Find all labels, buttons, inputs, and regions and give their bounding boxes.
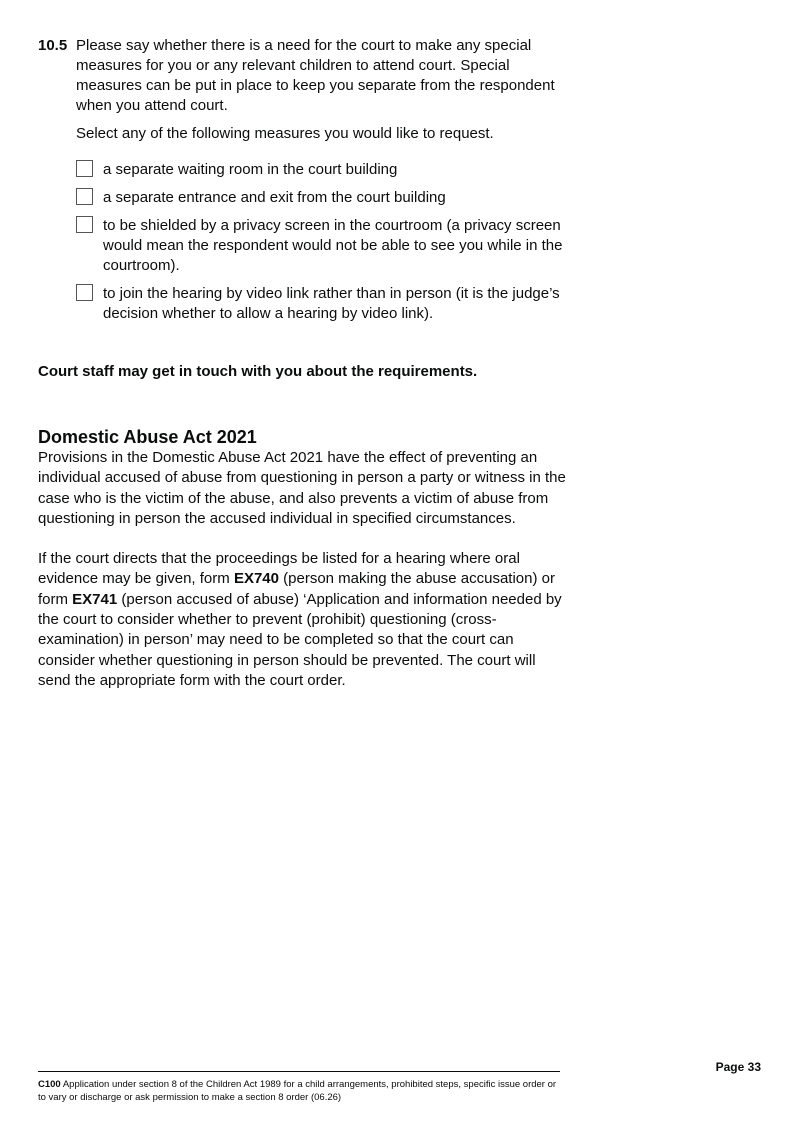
- checkbox-separate-entrance[interactable]: [76, 188, 93, 205]
- section-heading: Domestic Abuse Act 2021: [38, 427, 257, 447]
- para2-text-a: If the court directs that the proceedings be listed for a hearing where oral evidence may be given, form: [38, 550, 520, 588]
- para2-text-c: (person accused of abuse) ‘Application and information needed by the court to consider whether to prevent (prohibit) questioning (cross-examination) in person’ may need to be completed so that the court can consider whether questioning in person should be prevented. The court will send the appropriate form with the court order.: [38, 590, 562, 689]
- form-ex740: EX740: [233, 570, 279, 588]
- checkbox-separate-waiting-room[interactable]: [76, 160, 93, 177]
- checkbox-video-link[interactable]: [76, 284, 93, 301]
- option-privacy-screen: [76, 216, 568, 276]
- question-text: Please say whether there is a need for the court to make any special measures for you or any relevant children to attend court. Special measures can be put in place to keep you separate from the respondent when you attend court.: [76, 37, 555, 114]
- checkbox-privacy-screen[interactable]: [76, 216, 93, 233]
- option-separate-entrance: [76, 188, 568, 208]
- question-instruction: Select any of the following measures you would like to request.: [76, 125, 494, 142]
- form-description: Application under section 8 of the Children Act 1989 for a child arrangements, prohibited steps, specific issue order or to vary or discharge or ask permission to make a section 8 order (06.26): [38, 1079, 557, 1103]
- para2-text-b: (person making the abuse accusation) or form: [38, 570, 555, 608]
- staff-note: Court staff may get in touch with you about the requirements.: [38, 363, 478, 380]
- option-label: to be shielded by a privacy screen in the courtroom (a privacy screen would mean the respondent would not be able to see you while in the courtroom).: [103, 217, 563, 274]
- option-label: to join the hearing by video link rather than in person (it is the judge’s decision whether to allow a hearing by video link).: [103, 285, 560, 322]
- footer-text: [38, 1078, 558, 1104]
- section-paragraph-1: Provisions in the Domestic Abuse Act 2021 have the effect of preventing an individual accused of abuse from questioning in person a party or witness in the case who is the victim of the abuse, and also prevents a victim of abuse from questioning in person the accused individual in specified circumstances.: [38, 449, 566, 527]
- form-ex741: EX741: [72, 590, 118, 608]
- option-separate-waiting-room: [76, 160, 568, 180]
- question-number: 10.5: [38, 37, 68, 54]
- page-number: Page 33: [715, 1060, 761, 1074]
- form-code: C100: [38, 1079, 61, 1090]
- option-video-link: [76, 284, 568, 324]
- option-label: a separate entrance and exit from the court building: [103, 189, 446, 206]
- option-label: a separate waiting room in the court building: [103, 161, 398, 178]
- footer-divider: [38, 1071, 560, 1072]
- special-measures-options: [76, 160, 568, 324]
- section-paragraph-2: [38, 549, 568, 691]
- question-10-5: [38, 36, 568, 332]
- domestic-abuse-section: [38, 426, 568, 691]
